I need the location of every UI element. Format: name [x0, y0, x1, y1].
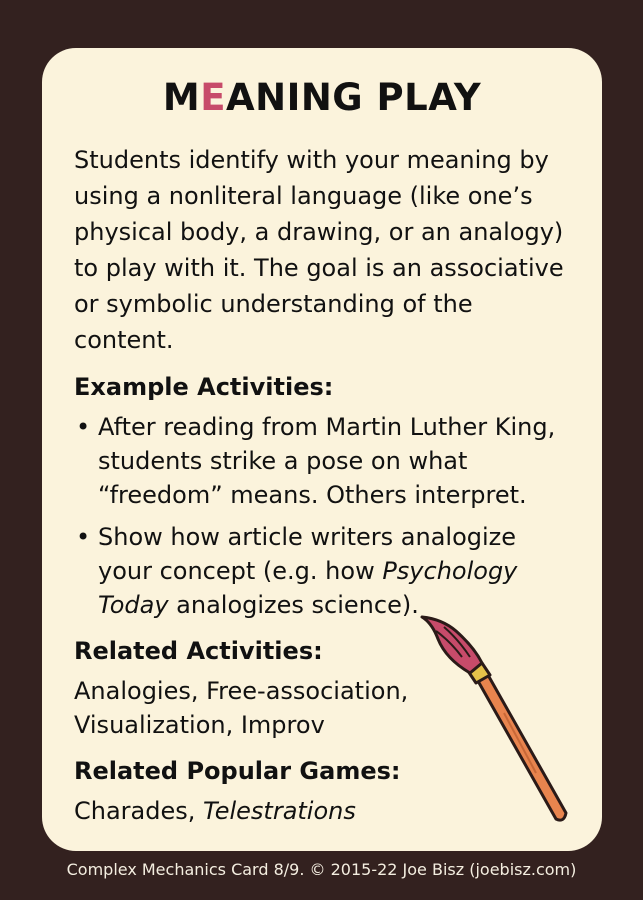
- bullet: •: [76, 413, 91, 441]
- related-activities-heading: Related Activities:: [74, 637, 323, 665]
- bullet: •: [76, 523, 91, 551]
- example-text: After reading from Martin Luther King, students strike a pose on what “freedom” means. Others interpret.: [98, 413, 556, 509]
- card-title: [74, 76, 570, 120]
- games-text-before: Charades,: [74, 797, 204, 825]
- example-text-after: analogizes science).: [168, 591, 419, 619]
- paintbrush-icon: [416, 613, 576, 833]
- card: [42, 48, 602, 851]
- intro-text: Students identify with your meaning by using a nonliteral language (like one’s physical body, a drawing, or an analogy) to play with it. The goal is an associative or symbolic understanding of the content.: [74, 146, 564, 354]
- example-italic-text: Psychology Today: [98, 557, 518, 619]
- list-item: [74, 520, 570, 622]
- footer-credit: Complex Mechanics Card 8/9. © 2015-22 Joe Bisz (joebisz.com): [66, 860, 577, 879]
- related-games-text: [74, 794, 434, 828]
- related-activities-text: Analogies, Free-association, Visualization, Improv: [74, 677, 409, 739]
- examples-heading: Example Activities:: [74, 373, 334, 401]
- example-text-before: Show how article writers analogize your concept (e.g. how: [98, 523, 517, 585]
- related-games-heading: Related Popular Games:: [74, 757, 401, 785]
- examples-list: [74, 410, 570, 622]
- title-accent-letter: E: [200, 76, 226, 119]
- games-italic-text: Telestrations: [203, 797, 356, 825]
- title-rest: ANING PLAY: [225, 76, 482, 119]
- list-item: [74, 410, 570, 512]
- title-first-letter: M: [162, 76, 201, 119]
